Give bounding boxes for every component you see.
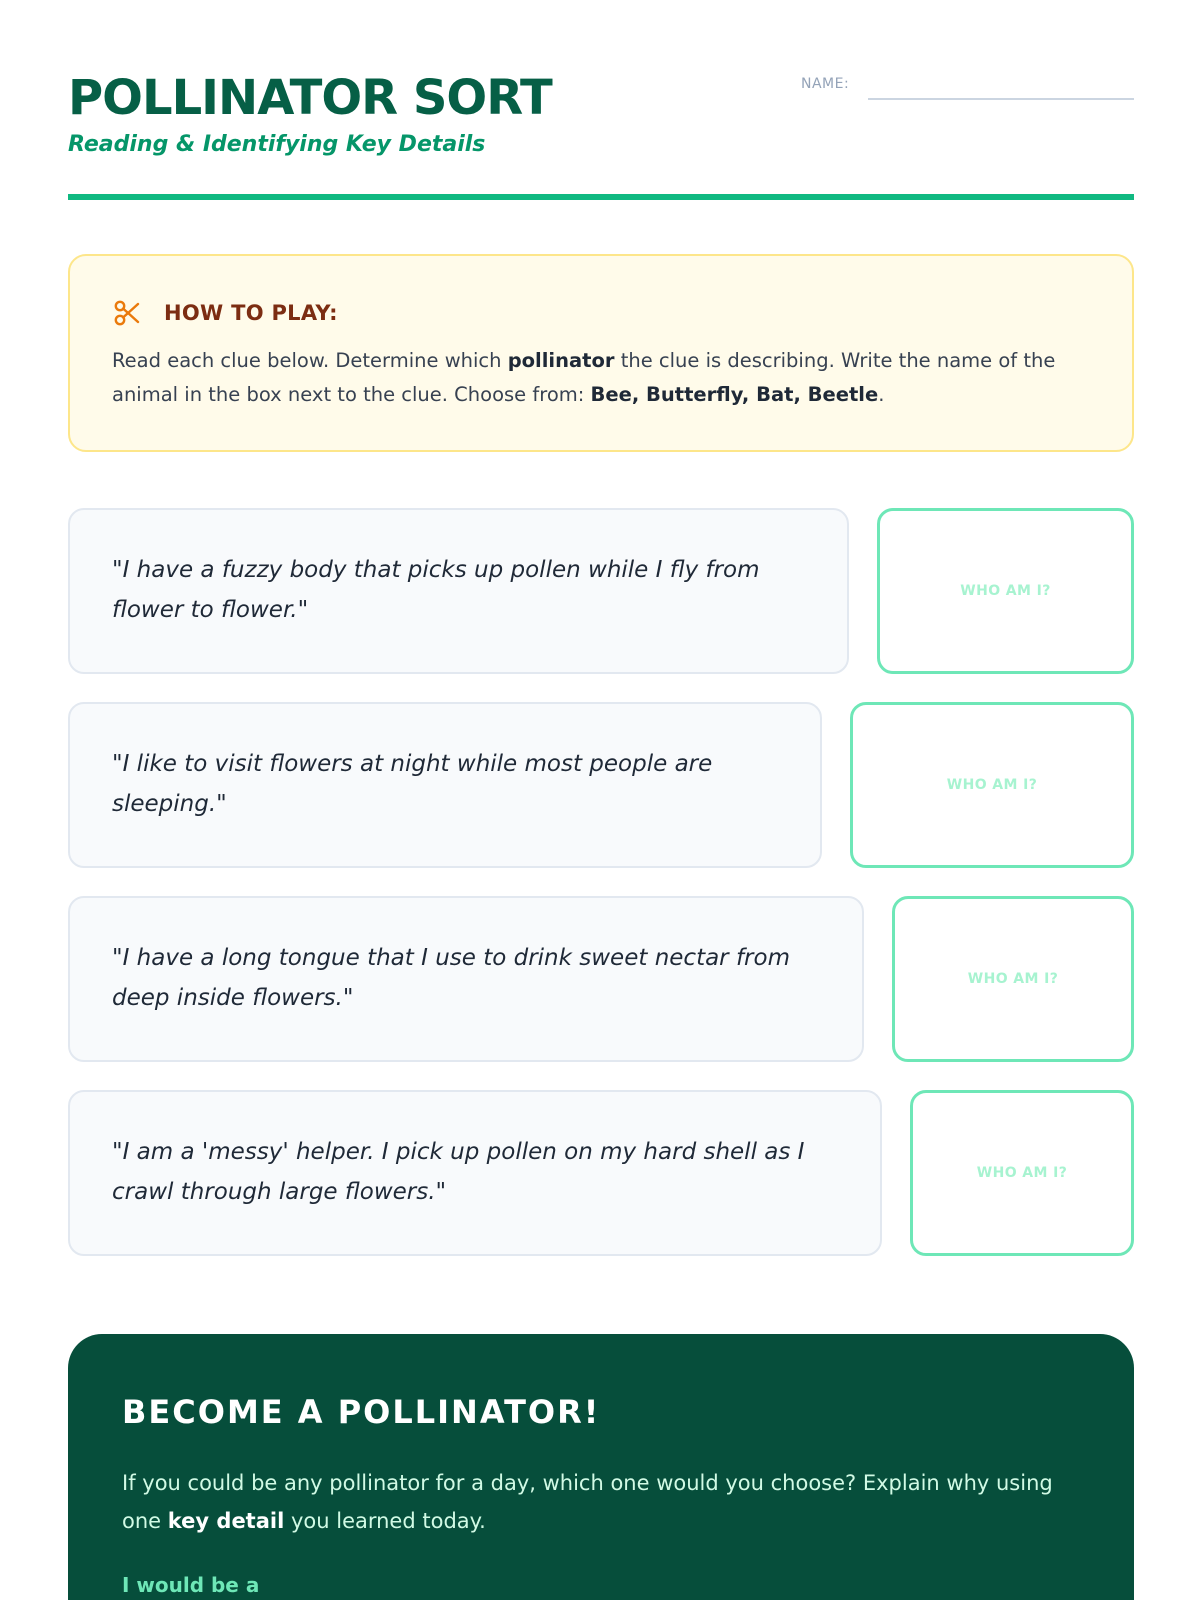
name-field[interactable] <box>868 98 1134 100</box>
answer-box[interactable] <box>892 896 1134 1062</box>
header-divider <box>68 194 1134 200</box>
page-title: POLLINATOR SORT <box>68 70 552 126</box>
instruction-keyword: pollinator <box>507 349 615 372</box>
answer-placeholder: WHO AM I? <box>976 1165 1068 1181</box>
header <box>68 68 1134 200</box>
become-a-pollinator-panel <box>68 1334 1134 1600</box>
how-to-play-title: HOW TO PLAY: <box>164 301 338 325</box>
become-keyword: key detail <box>167 1509 285 1533</box>
answer-box[interactable] <box>850 702 1134 868</box>
clue-card <box>68 896 864 1062</box>
page-subtitle: Reading & Identifying Key Details <box>68 132 486 157</box>
name-label: NAME: <box>801 76 850 92</box>
instruction-text: . <box>878 383 885 406</box>
instruction-text: the clue is describing. Write the name of the animal in the box next to the clue. Choose from: <box>112 349 1056 406</box>
become-title: BECOME A POLLINATOR! <box>122 1393 601 1431</box>
clue-text: "I have a long tongue that I use to drink sweet nectar from deep inside flowers." <box>112 945 790 1011</box>
worksheet <box>68 0 1134 1600</box>
answer-placeholder: WHO AM I? <box>946 777 1038 793</box>
clue-text: "I like to visit flowers at night while most people are sleeping." <box>112 751 713 817</box>
clue-text: "I am a 'messy' helper. I pick up pollen on my hard shell as I crawl through large flowers." <box>112 1139 805 1205</box>
scissors-icon <box>112 298 142 328</box>
answer-placeholder: WHO AM I? <box>960 583 1051 599</box>
answer-box[interactable] <box>910 1090 1134 1256</box>
how-to-play-instructions <box>112 344 1092 412</box>
how-to-play-box <box>68 254 1134 452</box>
instruction-text: Read each clue below. Determine which <box>112 349 508 372</box>
become-text: If you could be any pollinator for a day, which one would you choose? Explain why using one <box>122 1471 1053 1533</box>
answer-box[interactable] <box>877 508 1134 674</box>
become-text: you learned today. <box>284 1509 486 1533</box>
answer-choices: Bee, Butterfly, Bat, Beetle <box>590 383 879 406</box>
clue-card <box>68 1090 882 1256</box>
clue-card <box>68 508 849 674</box>
writing-prompt[interactable]: I would be a <box>122 1573 260 1597</box>
clue-text: "I have a fuzzy body that picks up pollen while I fly from flower to flower." <box>112 557 760 623</box>
become-instructions <box>122 1464 1082 1540</box>
clue-card <box>68 702 822 868</box>
answer-placeholder: WHO AM I? <box>967 971 1059 987</box>
